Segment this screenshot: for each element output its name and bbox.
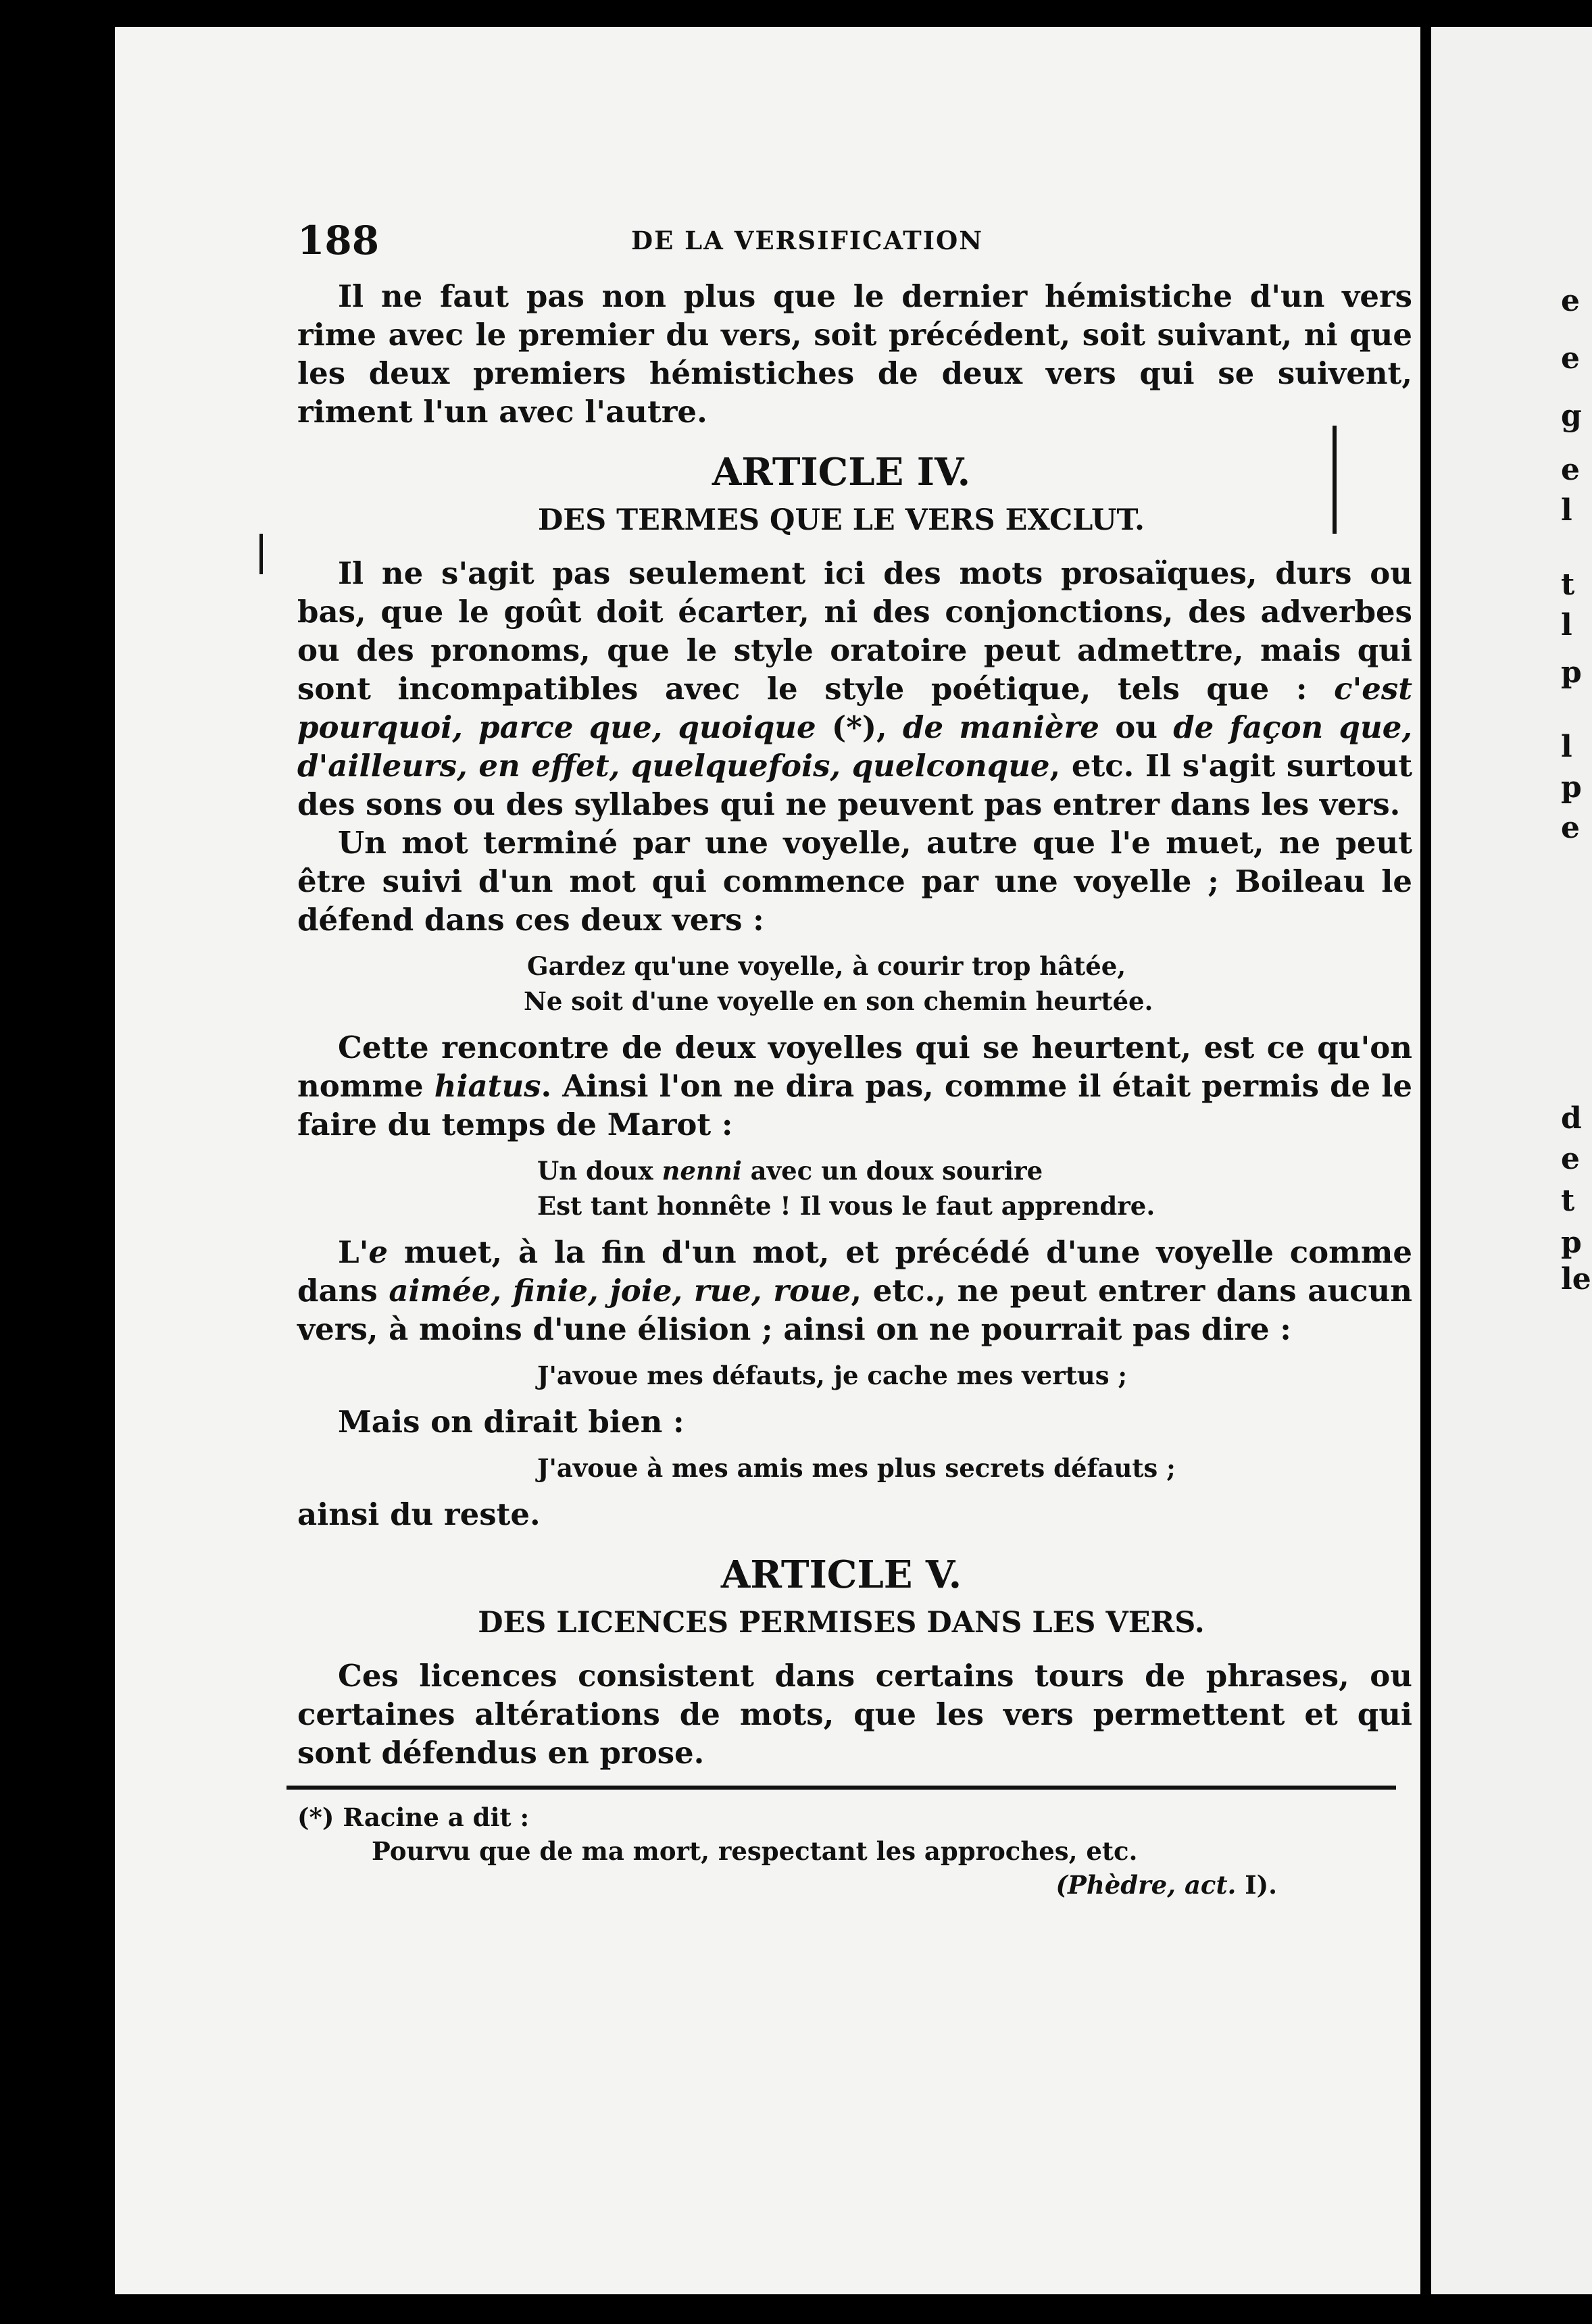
margin-mark <box>1333 426 1337 534</box>
article-iv-paragraph-5: Mais on dirait bien : <box>338 1404 685 1440</box>
facing-page-fragment: p <box>1561 655 1582 690</box>
footnote-quote: Pourvu que de ma mort, respectant les approches, etc. <box>372 1836 1138 1866</box>
verse-example-2 <box>297 1450 1412 1486</box>
margin-mark <box>259 534 263 574</box>
intro-paragraph: Il ne faut pas non plus que le dernier hémistiche d'un vers rime avec le premier du vers, soit précédent, soit suivant, ni que les deux premiers hémistiches de deux vers qui se suivent, riment l'un avec l'autre. <box>297 278 1412 430</box>
verse-example-1 <box>297 1358 1412 1393</box>
verse-line: Est tant honnête ! Il vous le faut apprendre. <box>537 1191 1155 1221</box>
verse-line: J'avoue mes défauts, je cache mes vertus ; <box>537 1361 1128 1390</box>
facing-page-fragment: t <box>1561 567 1575 602</box>
facing-page-fragment: e <box>1561 453 1580 487</box>
verse-boileau <box>297 949 1412 1019</box>
facing-page-fragment: e <box>1561 1142 1580 1176</box>
article-v-paragraph-1: Ces licences consistent dans certains tours de phrases, ou certaines altérations de mots, que les vers permettent et qui sont défendus en prose. <box>297 1658 1412 1771</box>
article-iv-paragraph-1: Il ne s'agit pas seulement ici des mots prosaïques, durs ou bas, que le goût doit écarter, ni des conjonctions, des adverbes ou des pronoms, que le style oratoire peut admettre, mais qui sont incompatibles avec le style poétique, tels que : c'est pourquoi, parce que, quoique (*), de manière ou de façon que, d'ailleurs, en effet, quelquefois, quelconque, etc. Il s'agit surtout des sons ou des syllabes qui ne peuvent pas entrer dans les vers. <box>297 555 1412 822</box>
facing-page-fragment: e <box>1561 341 1580 376</box>
article-v-title: ARTICLE V. <box>720 1552 962 1597</box>
verse-line: Un doux nenni avec un doux sourire <box>537 1156 1043 1186</box>
page-header <box>115 218 1420 261</box>
verse-line: J'avoue à mes amis mes plus secrets défauts ; <box>537 1453 1176 1483</box>
facing-page-fragment: le <box>1561 1262 1591 1296</box>
facing-page-fragment: p <box>1561 770 1582 805</box>
footnote-citation: (Phèdre, act. I). <box>1055 1870 1277 1900</box>
article-v-subtitle: DES LICENCES PERMISES DANS LES VERS. <box>478 1606 1205 1640</box>
article-iv-paragraph-4: L'e muet, à la fin d'un mot, et précédé d'une voyelle comme dans aimée, finie, joie, rue, roue, etc., ne peut entrer dans aucun vers, à moins d'une élision ; ainsi on ne pourrait pas dire : <box>297 1234 1412 1347</box>
facing-page-fragment: e <box>1561 811 1580 845</box>
facing-page-fragment: p <box>1561 1226 1582 1260</box>
article-iv-title: ARTICLE IV. <box>712 450 971 495</box>
book-page <box>115 27 1420 2294</box>
article-iv-subtitle: DES TERMES QUE LE VERS EXCLUT. <box>538 503 1145 537</box>
verse-line: Ne soit d'une voyelle en son chemin heurtée. <box>524 986 1153 1016</box>
article-iv-paragraph-6: ainsi du reste. <box>297 1496 541 1532</box>
facing-page-fragment: l <box>1561 608 1572 642</box>
article-iv-paragraph-3: Cette rencontre de deux voyelles qui se heurtent, est ce qu'on nomme hiatus. Ainsi l'on ne dira pas, comme il était permis de le faire du temps de Marot : <box>297 1030 1412 1142</box>
facing-page-fragment: g <box>1561 399 1582 433</box>
running-title: DE LA VERSIFICATION <box>631 226 984 255</box>
footnote-intro: (*) Racine a dit : <box>297 1802 530 1832</box>
article-iv-paragraph-2: Un mot terminé par une voyelle, autre que l'e muet, ne peut être suivi d'un mot qui commence par une voyelle ; Boileau le défend dans ces deux vers : <box>297 825 1412 938</box>
facing-page-fragment: e <box>1561 284 1580 318</box>
footnote-divider <box>287 1786 1396 1790</box>
verse-marot <box>297 1153 1412 1223</box>
facing-page-edge <box>1431 27 1592 2294</box>
page-body <box>297 277 1412 1902</box>
footnote <box>297 1800 1412 1902</box>
facing-page-fragment: d <box>1561 1101 1582 1136</box>
verse-line: Gardez qu'une voyelle, à courir trop hâtée, <box>527 951 1126 981</box>
facing-page-fragment: l <box>1561 730 1572 764</box>
facing-page-fragment: l <box>1561 493 1572 528</box>
facing-page-fragment: t <box>1561 1184 1575 1218</box>
page-number: 188 <box>297 218 380 263</box>
